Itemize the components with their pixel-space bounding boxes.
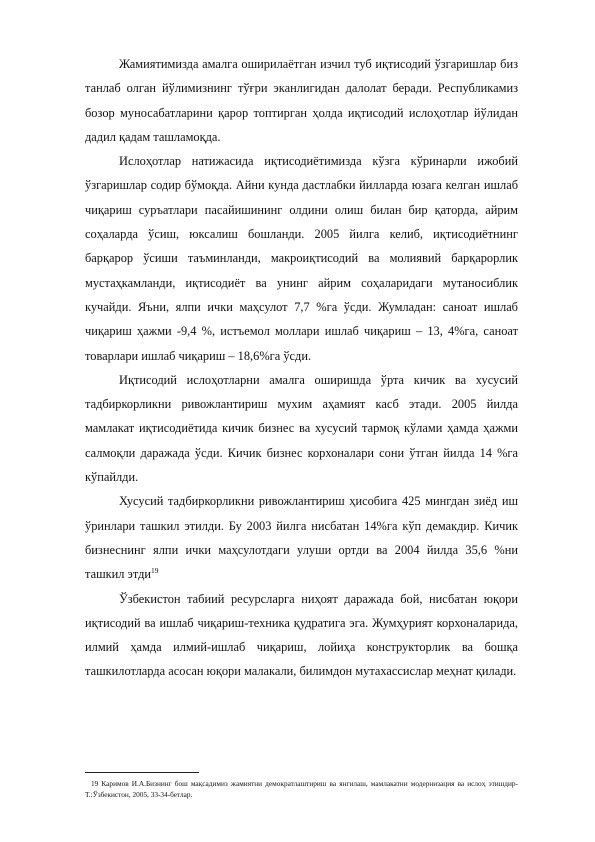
paragraph-1-text: Жамиятимизда амалга оширилаётган изчил туб иқтисодий ўзгаришлар биз танлаб олган йўлимизнинг тўғри эканлигидан далолат беради. Республикамиз бозор муносабатларини қарор топтирган ҳолда иқтисодий ислоҳотлар йўлидан дадил қадам ташламоқда.: [85, 57, 518, 144]
paragraph-2: [85, 149, 518, 368]
footnote-reference: 19: [151, 566, 159, 576]
paragraph-1: [85, 52, 518, 149]
paragraph-3: [85, 368, 518, 489]
paragraph-5: [85, 587, 518, 684]
paragraph-4-text: Хусусий тадбиркорликни ривожлантириш ҳисобига 425 мингдан зиёд иш ўринлари ташкил этилди. Бу 2003 йилга нисбатан 14%га кўп демакдир. Кичик бизнеснинг ялпи ички маҳсулотдаги улуши ортди ва 2004 йилда 35,6 %ни ташкил этди: [85, 494, 518, 582]
paragraph-3-text: Иқтисодий ислоҳотларни амалга оширишда ўрта кичик ва хусусий тадбиркорликни ривожлантириш мухим аҳамият касб этади. 2005 йилда мамлакат иқтисодиётида кичик бизнес ва хусусий тармоқ кўлами ҳамда ҳажми салмоқли даражада ўсди. Кичик бизнес корхоналари сони ўтган йилда 14 %га кўпайлди.: [85, 372, 518, 485]
paragraph-5-text: Ўзбекистон табиий ресурсларга ниҳоят даражада бой, нисбатан юқори иқтисодий ва ишлаб чиқариш-техника қудратига эга. Жумҳурият корхоналарида, илмий ҳамда илмий-ишлаб чиқариш, лойиҳа конструкторлик ва бошқа ташкилотларда асосан юқори малакали, билимдон мутахассислар меҳнат қилади.: [85, 591, 518, 679]
footnote-separator: [85, 772, 199, 773]
body-text: [85, 52, 518, 684]
paragraph-4: [85, 489, 518, 586]
paragraph-2-text: Ислоҳотлар натижасида иқтисодиётимизда кўзга кўринарли ижобий ўзгаришлар содир бўмоқда. Айни кунда дастлабки йилларда юзага келган ишлаб чиқариш суръатлари пасайишининг олдини олиш билан бир қаторда, айрим соҳаларда ўсиш, юксалиш бошланди. 2005 йилга келиб, иқтисодиётнинг барқарор ўсиши таъминланди, макроиқтисодий ва молиявий барқарорлик мустаҳкамланди, иқтисодиёт ва унинг айрим соҳаларидаги мутаносиблик кучайди. Яъни, ялпи ички маҳсулот 7,7 %га ўсди. Жумладан: саноат ишлаб чиқариш ҳажми -9,4 %, истъемол моллари ишлаб чиқариш – 13, 4%га, саноат товарлари ишлаб чиқариш – 18,6%га ўсди.: [85, 154, 518, 363]
footnote-text: 19 Каримов И.А.Бизнинг бош мақсадимиз жамиятни демократлаштириш ва янгилаш, мамлакатни модернизация ва ислоҳ этишдир-Т.:Ўзбекистон, 2005, 33-34-бетлар.: [85, 779, 518, 799]
footnote: [85, 778, 518, 800]
